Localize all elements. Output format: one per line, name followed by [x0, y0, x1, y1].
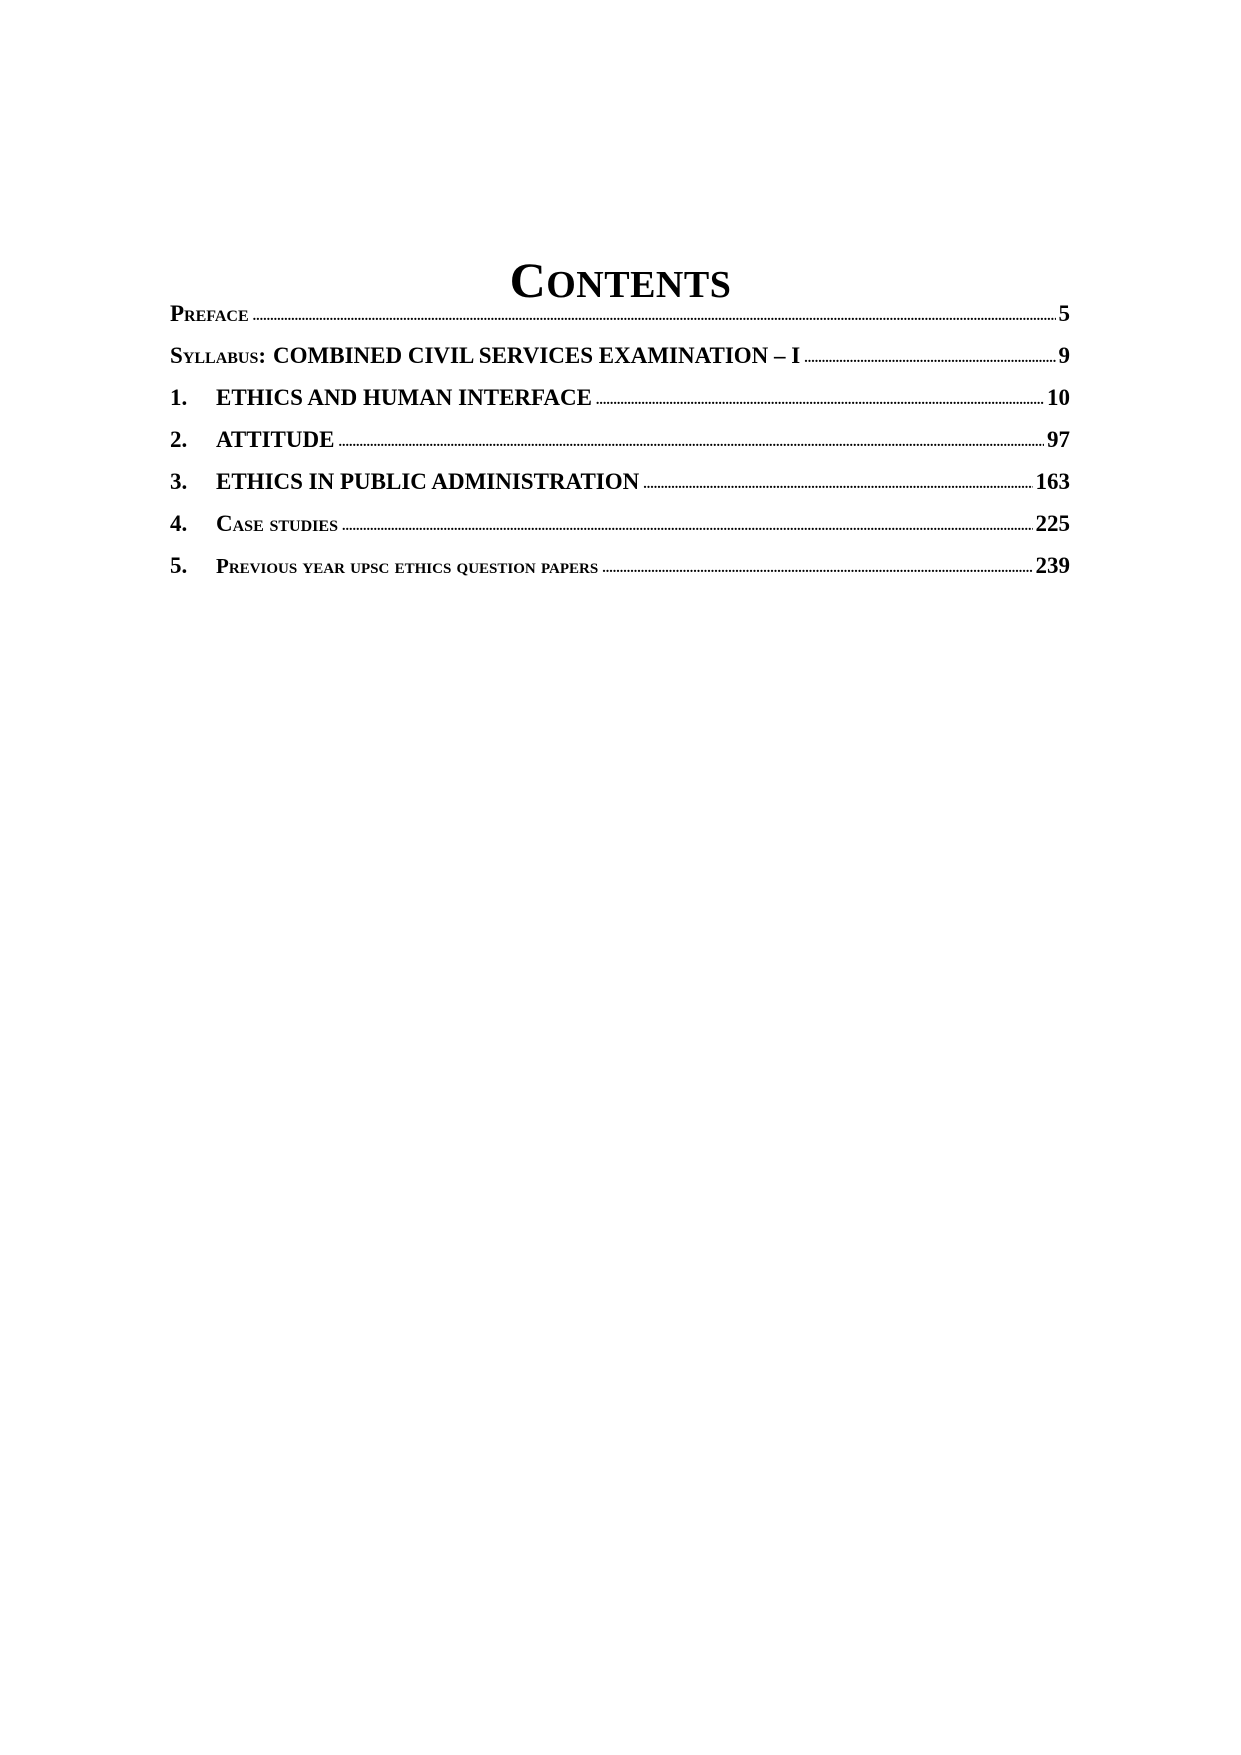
page-title-initial: C: [509, 251, 547, 308]
toc-entry-ethics-and-human-interface[interactable]: [170, 382, 1070, 424]
toc-entry-attitude[interactable]: [170, 424, 1070, 466]
toc-entry-label-prefix: Syllabus:: [170, 343, 267, 368]
toc-entry-page: 239: [1035, 553, 1070, 578]
table-of-contents: [170, 298, 1070, 592]
toc-entry-page: 5: [1058, 301, 1070, 326]
dot-leader: [602, 553, 1032, 585]
dot-leader: [643, 469, 1032, 501]
toc-entry-number: 3.: [170, 469, 188, 494]
toc-entry-label: Previous year upsc ethics question papers: [216, 554, 599, 578]
toc-entry-ethics-in-public-administration[interactable]: [170, 466, 1070, 508]
toc-entry-syllabus[interactable]: [170, 340, 1070, 382]
dot-leader: [804, 343, 1055, 375]
toc-entry-page: 9: [1058, 343, 1070, 368]
toc-entry-case-studies[interactable]: [170, 508, 1070, 550]
dot-leader: [342, 511, 1033, 543]
toc-entry-label: ETHICS IN PUBLIC ADMINISTRATION: [216, 469, 640, 494]
toc-entry-page: 163: [1035, 469, 1070, 494]
toc-entry-previous-year-question-papers[interactable]: [170, 550, 1070, 592]
page-title-rest: ONTENTS: [546, 263, 732, 306]
toc-entry-number: 4.: [170, 511, 188, 536]
dot-leader: [253, 301, 1056, 333]
toc-entry-preface[interactable]: [170, 298, 1070, 340]
toc-entry-page: 97: [1047, 427, 1070, 452]
toc-entry-number: 5.: [170, 553, 188, 578]
toc-entry-number: 1.: [170, 385, 188, 410]
toc-entry-page: 10: [1047, 385, 1070, 410]
toc-entry-label: Case studies: [216, 511, 338, 536]
toc-entry-page: 225: [1035, 511, 1070, 536]
toc-entry-label: ETHICS AND HUMAN INTERFACE: [216, 385, 592, 410]
dot-leader: [338, 427, 1044, 459]
toc-entry-label: Preface: [170, 301, 249, 326]
dot-leader: [596, 385, 1044, 417]
toc-entry-label: ATTITUDE: [216, 427, 335, 452]
toc-entry-number: 2.: [170, 427, 188, 452]
toc-entry-label: COMBINED CIVIL SERVICES EXAMINATION – I: [273, 343, 801, 368]
